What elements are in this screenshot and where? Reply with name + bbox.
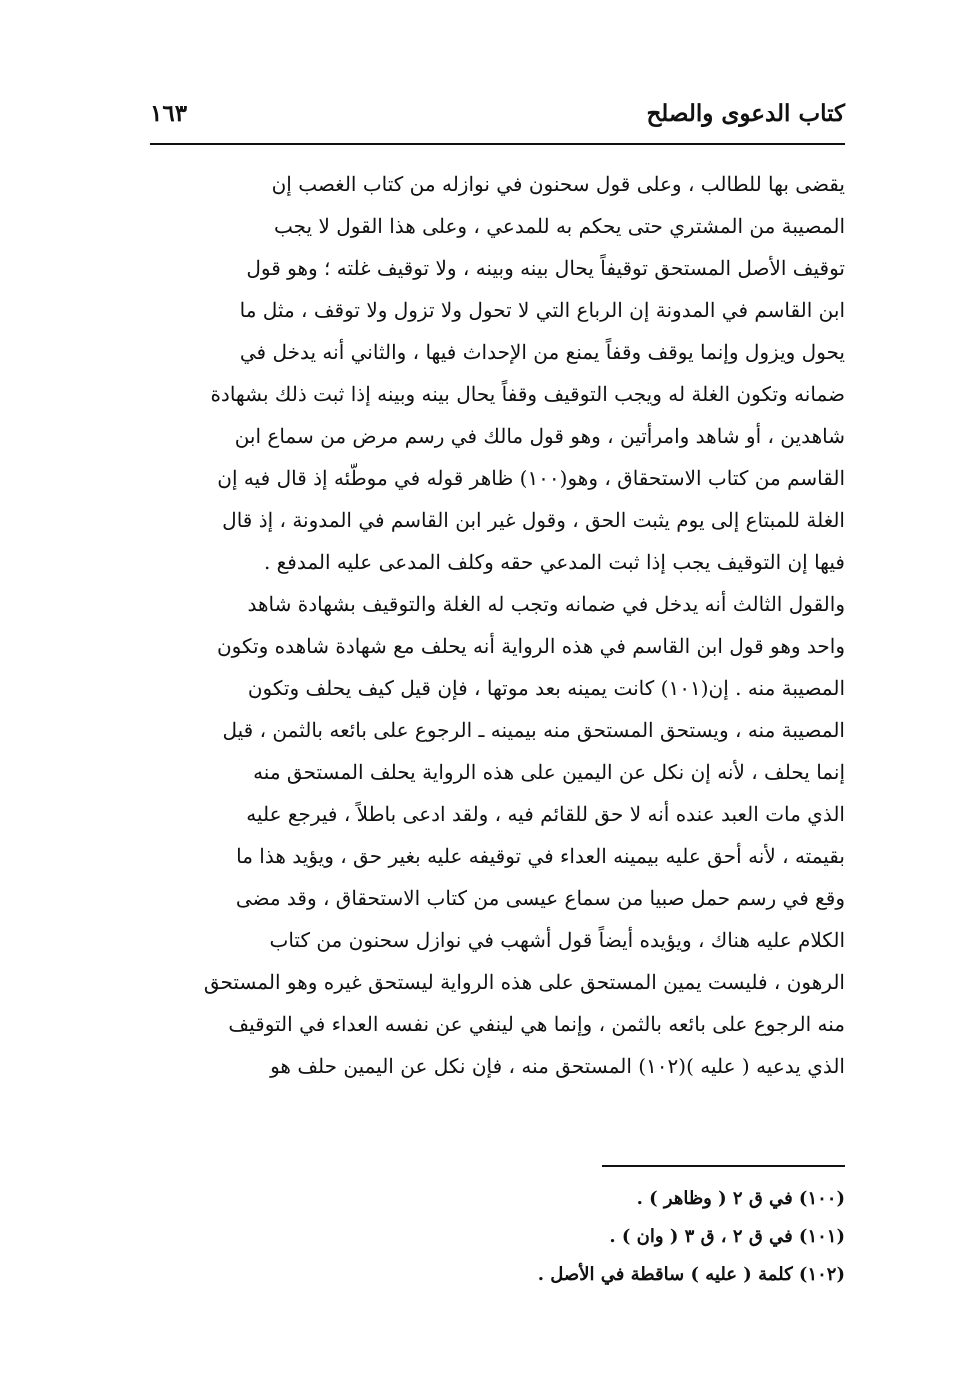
page-header (150, 100, 845, 140)
body-line: المصيبة منه ، ويستحق المستحق منه بيمينه ـ الرجوع على بائعه بالثمن ، قيل (222, 718, 845, 742)
body-line: الكلام عليه هناك ، ويؤيده أيضاً قول أشهب في نوازل سحنون من كتاب (269, 928, 845, 952)
body-line: توقيف الأصل المستحق توقيفاً يحال بينه وبينه ، ولا توقيف غلته ؛ وهو قول (246, 256, 845, 280)
body-line: والقول الثالث أنه يدخل في ضمانه وتجب له الغلة والتوقيف بشهادة شاهد (247, 592, 845, 616)
body-line: واحد وهو قول ابن القاسم في هذه الرواية أنه يحلف مع شهادة شاهده وتكون (216, 634, 845, 658)
body-line: يقضى بها للطالب ، وعلى قول سحنون في نوازله من كتاب الغصب إن (271, 172, 845, 196)
body-line: ابن القاسم في المدونة إن الرباع التي لا تحول ولا تزول ولا توقف ، مثل ما (239, 298, 845, 322)
body-line: يحول ويزول وإنما يوقف وقفاً يمنع من الإحداث فيها ، والثاني أنه يدخل في (239, 340, 845, 364)
body-text (150, 163, 845, 1087)
body-line: منه الرجوع على بائعه بالثمن ، وإنما هي لينفي عن نفسه العداء في التوقيف (228, 1012, 845, 1036)
body-line: إنما يحلف ، لأنه إن نكل عن اليمين على هذه الرواية يحلف المستحق منه (253, 760, 845, 784)
footnote: (١٠٢) كلمة ( عليه ) ساقطة في الأصل . (537, 1264, 845, 1285)
body-line: فيها إن التوقيف يجب إذا ثبت المدعي حقه وكلف المدعى عليه المدفع . (263, 550, 845, 574)
body-line: القاسم من كتاب الاستحقاق ، وهو(١٠٠) ظاهر قوله في موطّئه إذ قال فيه إن (217, 466, 845, 490)
body-line: شاهدين ، أو شاهد وامرأتين ، وهو قول مالك في رسم مرض من سماع ابن (234, 424, 845, 448)
footnote-rule (602, 1165, 845, 1167)
footnotes (150, 1180, 845, 1294)
footnote: (١٠١) في ق ٢ ، ق ٣ ( وان ) . (609, 1226, 845, 1247)
body-line: الغلة للمبتاع إلى يوم يثبت الحق ، وقول غير ابن القاسم في المدونة ، إذ قال (222, 508, 845, 532)
body-line: بقيمته ، لأنه أحق عليه بيمينه العداء في توقيفه عليه بغير حق ، ويؤيد هذا ما (236, 844, 845, 868)
body-line: ضمانه وتكون الغلة له ويجب التوقيف وقفاً يحال بينه وبينه إذا ثبت ذلك بشهادة (210, 382, 845, 406)
header-rule (150, 143, 845, 145)
running-title: كتاب الدعوى والصلح (646, 100, 845, 127)
body-line: وقع في رسم حمل صبيا من سماع عيسى من كتاب الاستحقاق ، وقد مضى (235, 886, 845, 910)
body-line: الذي مات العبد عنده أنه لا حق للقائم فيه ، ولقد ادعى باطلاً ، فيرجع عليه (246, 802, 845, 826)
body-line: الرهون ، فليست يمين المستحق على هذه الرواية ليستحق غيره وهو المستحق (203, 970, 845, 994)
body-line: المصيبة من المشتري حتى يحكم به للمدعي ، وعلى هذا القول لا يجب (273, 214, 845, 238)
footnote: (١٠٠) في ق ٢ ( وظاهر ) . (636, 1188, 845, 1209)
page-number: ١٦٣ (150, 100, 188, 127)
body-line: الذي يدعيه ( عليه )(١٠٢) المستحق منه ، فإن نكل عن اليمين حلف هو (270, 1054, 845, 1078)
body-line: المصيبة منه . إن(١٠١) كانت يمينه بعد موتها ، فإن قيل كيف يحلف وتكون (247, 676, 845, 700)
